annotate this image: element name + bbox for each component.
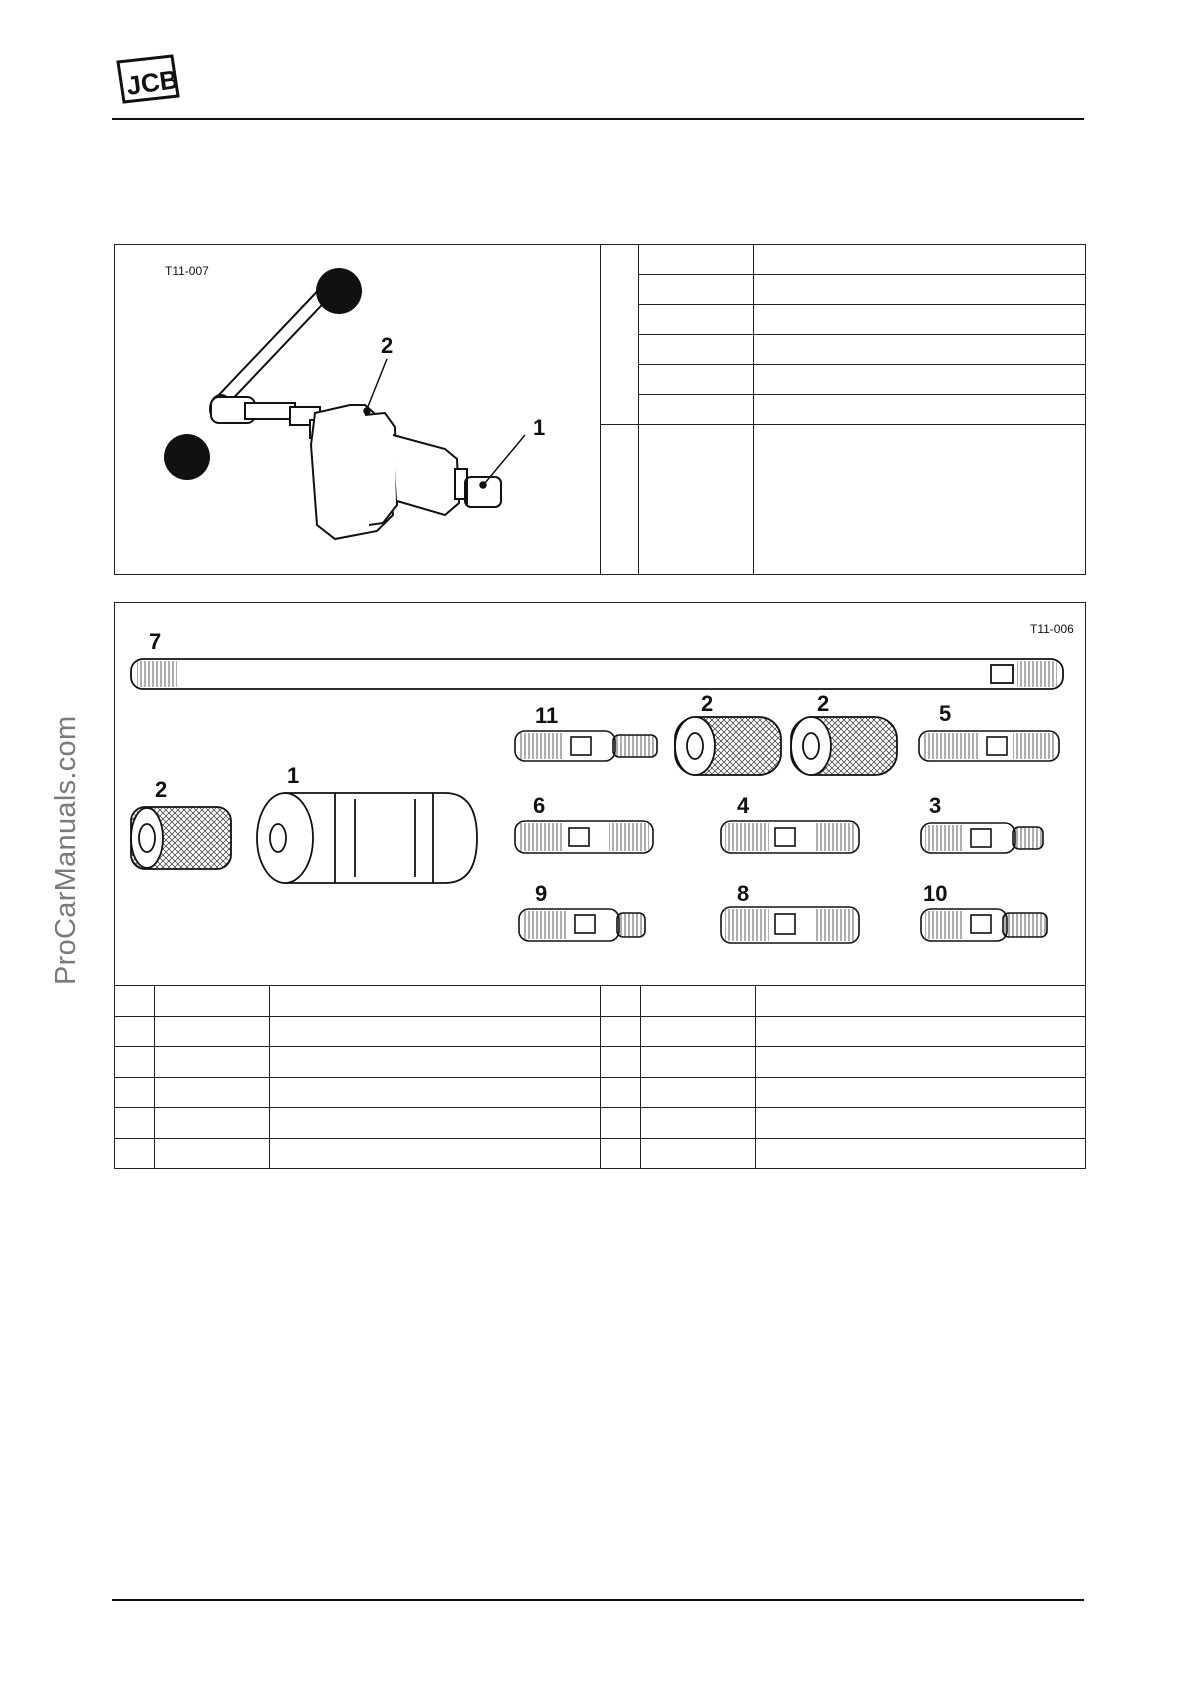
jcb-logo-icon (112, 52, 184, 108)
table-row (601, 365, 1086, 395)
callout-2: 2 (817, 691, 830, 716)
adapter-4 (721, 821, 859, 853)
table-cell (639, 365, 754, 395)
table-cell (639, 305, 754, 335)
figure-puller-tool (114, 244, 600, 575)
header-rule (112, 118, 1084, 120)
knurled-nut (791, 717, 897, 775)
callout-2: 2 (155, 777, 168, 802)
jcb-logo (112, 52, 184, 108)
table-cell (115, 1108, 155, 1139)
table-cell (155, 1138, 270, 1169)
handle-ball-bottom (164, 434, 210, 480)
table-cell (641, 1108, 756, 1139)
adapter-5 (919, 731, 1059, 761)
puller-tool-illustration (115, 245, 601, 576)
puller-body (290, 405, 501, 539)
table-cell (754, 335, 1086, 365)
table-cell (601, 245, 639, 425)
table-cell (115, 1016, 155, 1047)
table-cell (601, 1138, 641, 1169)
table-cell (270, 1138, 601, 1169)
callout-5: 5 (939, 701, 952, 726)
table-cell (754, 275, 1086, 305)
table-cell (756, 1108, 1086, 1139)
adapter-8 (721, 907, 859, 943)
callout-6: 6 (533, 793, 546, 818)
slide-hammer-handle (210, 281, 337, 423)
puller-body-large (257, 793, 477, 883)
long-rod (131, 659, 1063, 689)
callout-8: 8 (737, 881, 750, 906)
table-cell (601, 1108, 641, 1139)
table-cell (270, 1077, 601, 1108)
table-row (601, 305, 1086, 335)
callout-9: 9 (535, 881, 548, 906)
table-cell (754, 365, 1086, 395)
callout-4: 4 (737, 793, 750, 818)
table-cell (639, 395, 754, 425)
table-cell (639, 335, 754, 365)
figure-code: T11-007 (165, 264, 209, 278)
table-row (601, 275, 1086, 305)
knurled-nut (131, 807, 231, 869)
table-cell (641, 1016, 756, 1047)
table-row (601, 245, 1086, 275)
table-row (115, 986, 1086, 1017)
table-row (115, 1108, 1086, 1139)
callout-2: 2 (381, 333, 394, 358)
table-row (115, 1138, 1086, 1169)
callout-2: 2 (701, 691, 714, 716)
table-cell (754, 395, 1086, 425)
table-cell (641, 1138, 756, 1169)
table-cell (115, 1138, 155, 1169)
watermark: ProCarManuals.com (50, 715, 82, 985)
table-cell (641, 1047, 756, 1078)
table-cell (155, 1077, 270, 1108)
table-cell (601, 986, 641, 1017)
table-cell (115, 1047, 155, 1078)
table-cell (155, 1108, 270, 1139)
table-cell (601, 425, 639, 575)
knurled-nut (675, 717, 781, 775)
table-cell (754, 245, 1086, 275)
table-cell (601, 1047, 641, 1078)
table-cell (115, 1077, 155, 1108)
table-cell (754, 425, 1086, 575)
figure-adapter-set (114, 602, 1086, 985)
table-cell (756, 1016, 1086, 1047)
table-row (115, 1077, 1086, 1108)
table-row (601, 395, 1086, 425)
table-cell (641, 1077, 756, 1108)
table-cell (115, 986, 155, 1017)
table-cell (601, 1077, 641, 1108)
table-cell (756, 1138, 1086, 1169)
table-cell (270, 1108, 601, 1139)
table-cell (754, 305, 1086, 335)
figure-code: T11-006 (1030, 622, 1074, 636)
table-cell (155, 986, 270, 1017)
adapter-3 (921, 823, 1043, 853)
adapter-10 (921, 909, 1047, 941)
callout-1: 1 (287, 763, 300, 788)
table-row (115, 1016, 1086, 1047)
callout-1: 1 (533, 415, 546, 440)
table-row (601, 335, 1086, 365)
table-row (115, 1047, 1086, 1078)
callout-10: 10 (923, 881, 948, 906)
table-cell (155, 1047, 270, 1078)
adapter-set-illustration (115, 603, 1087, 986)
callout-7: 7 (149, 629, 162, 654)
table-cell (756, 1077, 1086, 1108)
table-cell (270, 1047, 601, 1078)
table-cell (756, 1047, 1086, 1078)
adapter-9 (519, 909, 645, 941)
table-cell (601, 1016, 641, 1047)
adapter-6 (515, 821, 653, 853)
bottom-spec-table (114, 985, 1086, 1169)
top-spec-table (600, 244, 1086, 575)
table-row (601, 425, 1086, 575)
handle-ball-top (316, 268, 362, 314)
table-cell (639, 425, 754, 575)
table-cell (155, 1016, 270, 1047)
table-cell (270, 1016, 601, 1047)
table-cell (639, 275, 754, 305)
callout-11: 11 (535, 703, 559, 728)
table-cell (756, 986, 1086, 1017)
adapter-11 (515, 731, 657, 761)
logo-text: JCB (124, 63, 181, 101)
table-cell (641, 986, 756, 1017)
callout-3: 3 (929, 793, 942, 818)
table-cell (270, 986, 601, 1017)
footer-rule (112, 1599, 1084, 1601)
table-cell (639, 245, 754, 275)
